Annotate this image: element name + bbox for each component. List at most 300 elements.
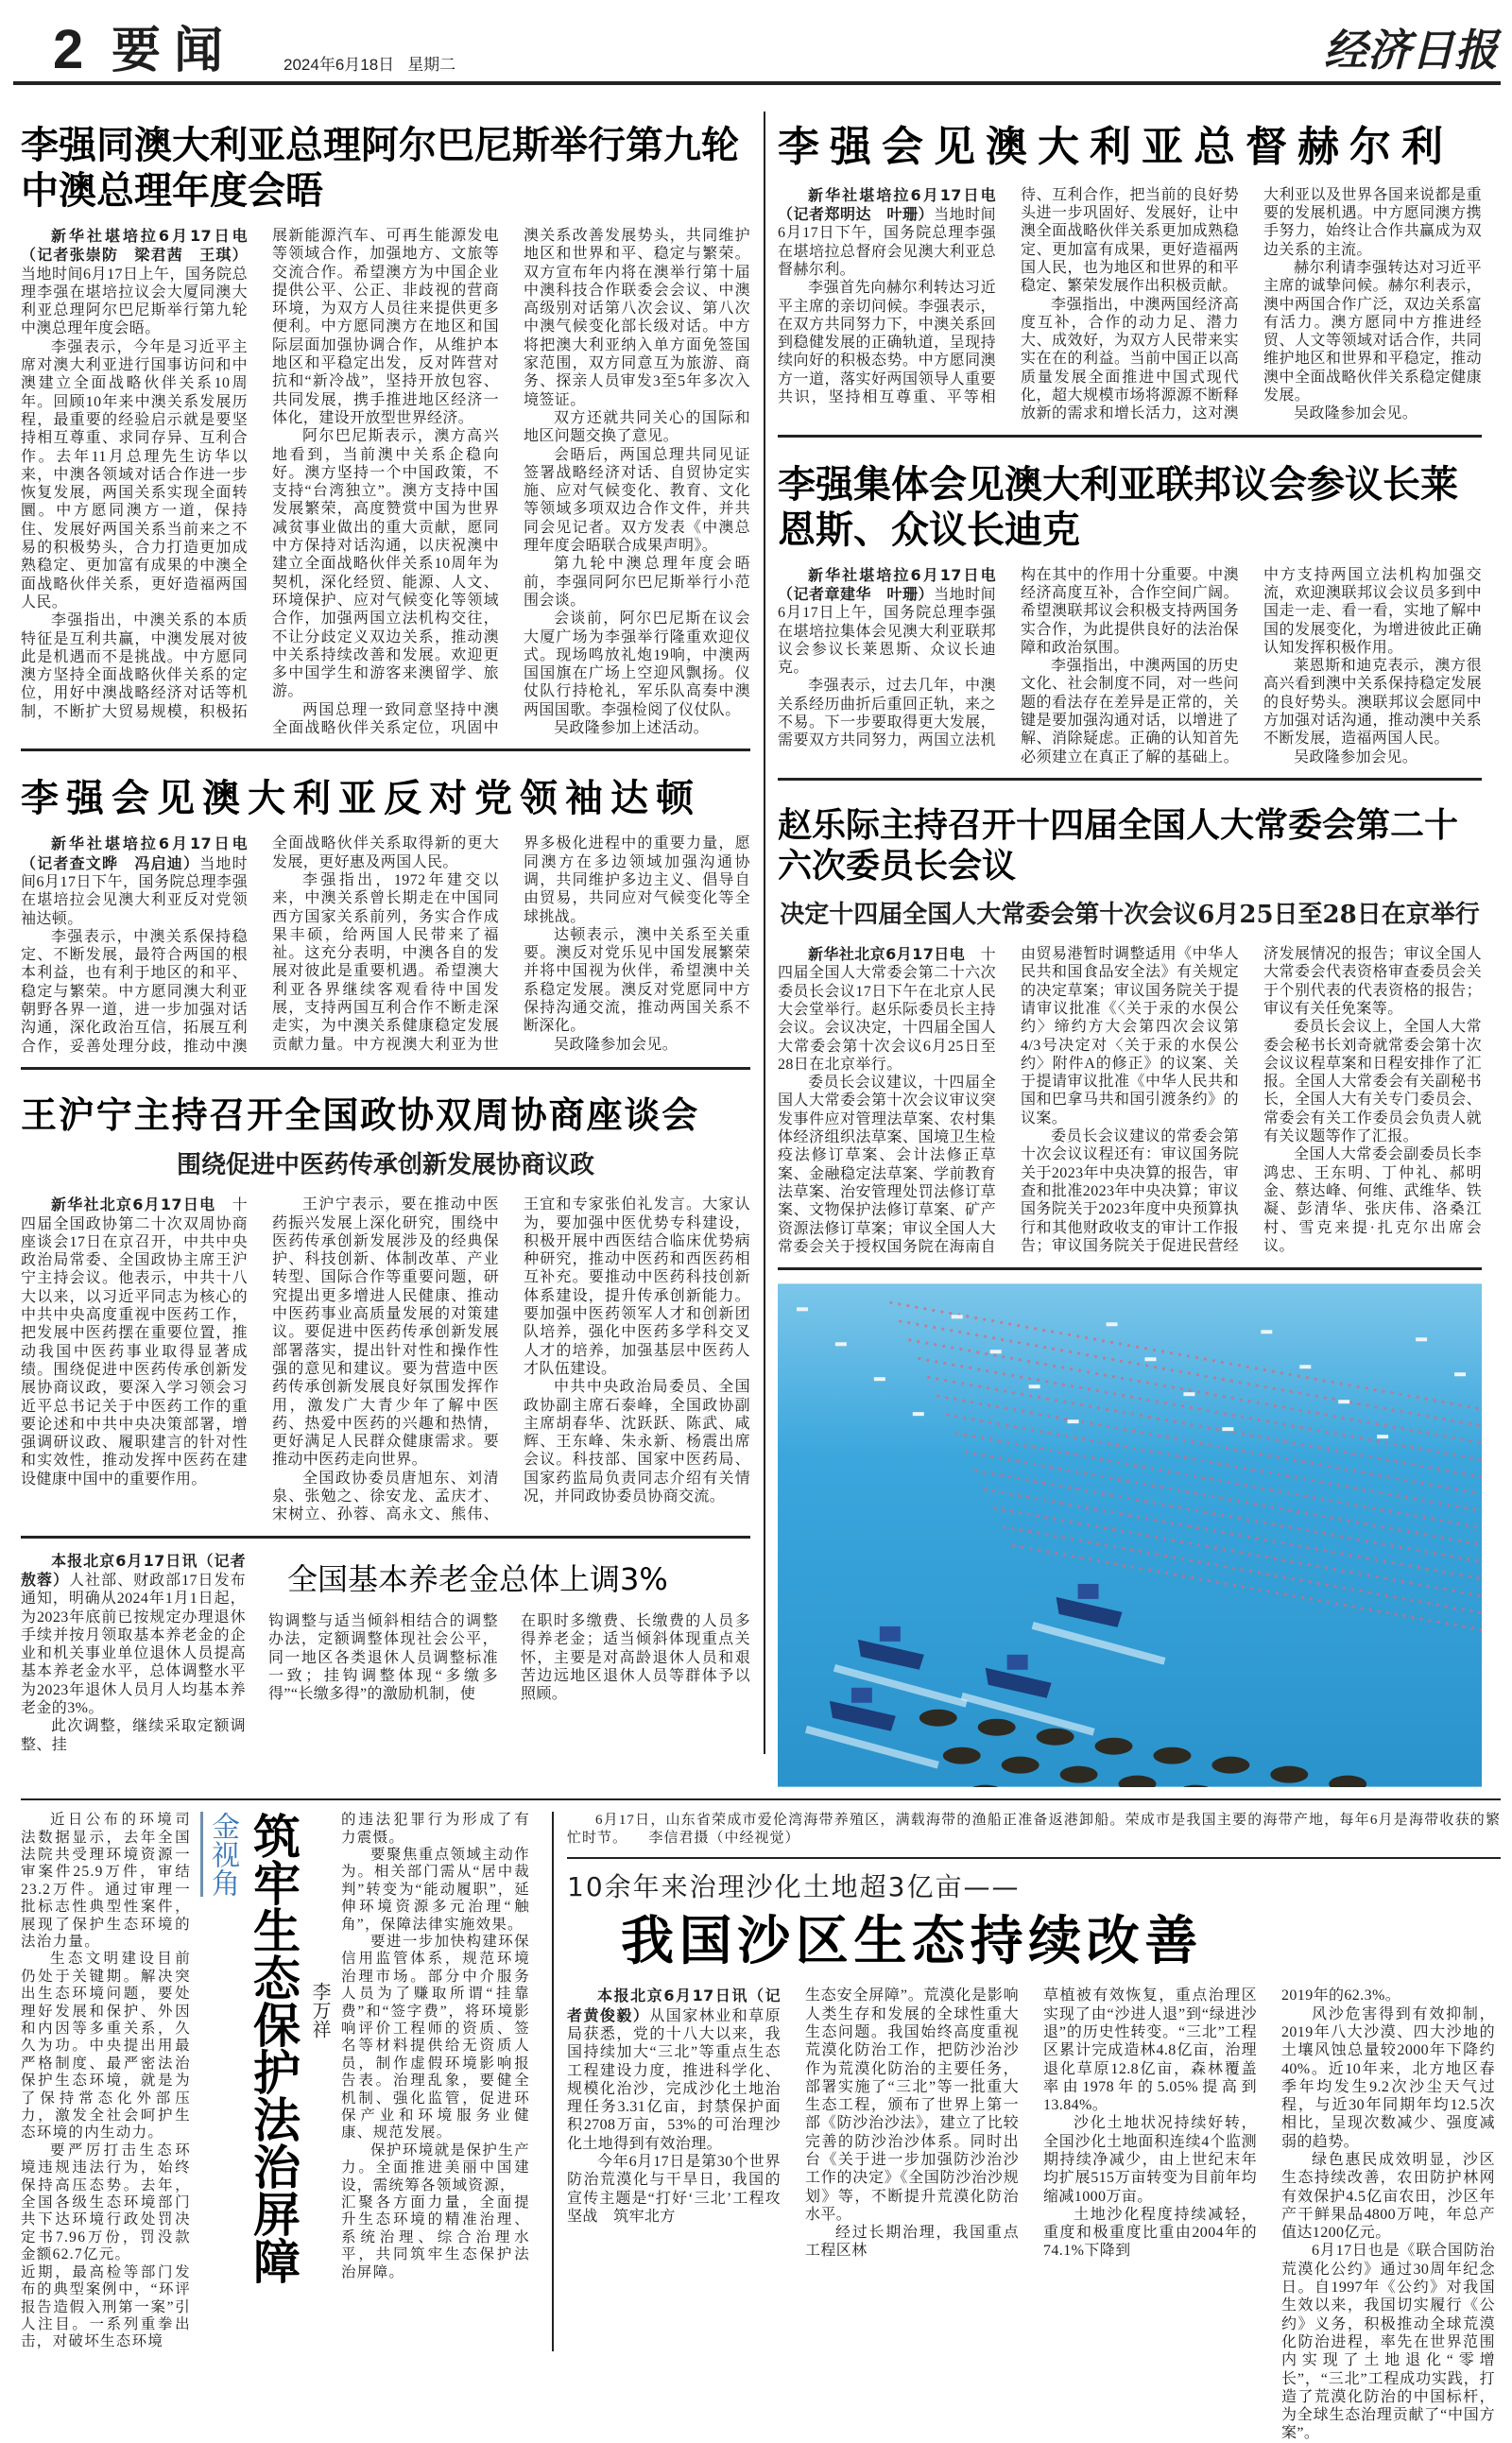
kelp-float bbox=[1243, 1450, 1246, 1453]
kelp-float bbox=[1111, 1511, 1114, 1514]
kelp-float bbox=[1314, 1378, 1317, 1381]
kelp-float bbox=[1052, 1501, 1055, 1504]
commentary-column-1 bbox=[21, 1812, 191, 2351]
kelp-float bbox=[1283, 1423, 1286, 1426]
kelp-float bbox=[1353, 1470, 1356, 1472]
kelp-float bbox=[1436, 1621, 1439, 1624]
kelp-float bbox=[935, 1360, 937, 1363]
kelp-float bbox=[1034, 1327, 1037, 1330]
kelp-float bbox=[1198, 1408, 1201, 1411]
kelp-float bbox=[898, 1302, 901, 1305]
kelp-float bbox=[1392, 1561, 1395, 1564]
kelp-float bbox=[1206, 1392, 1209, 1395]
kelp-float bbox=[1258, 1572, 1261, 1574]
kelp-float bbox=[1417, 1566, 1419, 1569]
kelp-float bbox=[1477, 1441, 1480, 1444]
kelp-float bbox=[1407, 1530, 1410, 1533]
kelp-float bbox=[1014, 1425, 1017, 1428]
kelp-float bbox=[988, 1403, 990, 1406]
kelp-float bbox=[1012, 1544, 1015, 1547]
kelp-float bbox=[1094, 1355, 1097, 1358]
kelp-float bbox=[1334, 1432, 1337, 1435]
kelp-float bbox=[1459, 1574, 1462, 1576]
kelp-float bbox=[1420, 1482, 1423, 1485]
distant-boat bbox=[1144, 1357, 1156, 1361]
kelp-float bbox=[907, 1321, 910, 1324]
paragraph-text: 当地时间6月17日上午，国务院总理李强在堪培拉集体会见澳大利亚联邦议会参议长莱恩斯、众议长迪克。 bbox=[778, 586, 996, 677]
kelp-float bbox=[940, 1311, 943, 1314]
paragraph: 保护环境就是保护生产力。全面推进美丽中国建设，需统筹各领域资源， bbox=[341, 2142, 530, 2194]
kelp-float bbox=[1378, 1457, 1381, 1460]
kelp-float bbox=[1054, 1382, 1057, 1385]
kelp-float bbox=[1345, 1468, 1348, 1471]
kelp-float bbox=[1161, 1503, 1164, 1505]
kelp-float bbox=[1250, 1434, 1253, 1437]
kelp-float bbox=[966, 1315, 969, 1317]
kelp-float bbox=[1206, 1545, 1209, 1548]
kelp-float bbox=[968, 1350, 971, 1352]
kelp-float bbox=[1451, 1419, 1453, 1422]
kelp-float bbox=[1366, 1404, 1369, 1407]
kelp-float bbox=[1173, 1557, 1176, 1559]
kelp-float bbox=[1264, 1539, 1267, 1541]
kelp-float bbox=[1297, 1527, 1300, 1530]
paragraph: 土地沙化程度持续减轻，重度和极重度比重由2004年的74.1%下降到 bbox=[1043, 2206, 1257, 2260]
kelp-float bbox=[1452, 1437, 1454, 1439]
kelp-float bbox=[1400, 1410, 1403, 1413]
kelp-float bbox=[1324, 1549, 1327, 1552]
kelp-float bbox=[1092, 1473, 1095, 1476]
pension-column-2 bbox=[268, 1612, 498, 1703]
paragraph-text: 十四届全国人大常委会第二十六次委员长会议17日下午在北京人民大会堂举行。赵乐际委员长主持会议。会议决定，十四届全国人大常委会第十次会议6月25日至28日在北京举行。 bbox=[778, 947, 996, 1073]
kelp-float bbox=[1442, 1571, 1445, 1574]
kelp-float bbox=[1084, 1472, 1087, 1475]
kelp-float bbox=[979, 1402, 982, 1405]
kelp-float bbox=[918, 1357, 920, 1360]
kelp-float bbox=[1418, 1430, 1420, 1433]
kelp-float bbox=[974, 1470, 977, 1472]
kelp-float bbox=[1120, 1360, 1123, 1363]
kelp-float bbox=[1057, 1434, 1059, 1437]
article-parliament-meeting-section bbox=[778, 451, 1482, 781]
kelp-float bbox=[1427, 1449, 1430, 1452]
kelp-float bbox=[1215, 1411, 1218, 1414]
kelp-float bbox=[991, 1319, 994, 1322]
kelp-float bbox=[1262, 1488, 1264, 1490]
kelp-float bbox=[1231, 1550, 1234, 1553]
kelp-float bbox=[1326, 1584, 1329, 1587]
kelp-float bbox=[1270, 1488, 1273, 1491]
kelp-float bbox=[1204, 1358, 1207, 1361]
kelp-float bbox=[1303, 1477, 1306, 1480]
kelp-float bbox=[1288, 1509, 1291, 1512]
kelp-float bbox=[1224, 1565, 1227, 1568]
kelp-float bbox=[1085, 1336, 1088, 1339]
kelp-float bbox=[983, 1471, 986, 1473]
paragraph: 李强表示，今年是习近平主席对澳大利亚进行国事访问和中澳建立全面战略伙伴关系10周年。回顾10年来中澳关系发展历程，最重要的经验启示就是要坚持相互尊重、求同存异、互利合作。去年11月总理先生访华以来，中澳各领域对话合作进一步恢复发展，两国关系实现全面转圜。中方愿同澳方一道，保持住、发展好两国关系当前来之不易的积极势头，合力打造更加成熟稳定、更加富有成果的中澳全面战略伙伴关系，更好造福两国人民。 bbox=[21, 338, 248, 611]
paragraph: 李强指出，1972年建交以来，中澳关系曾长期走在中国同西方国家关系前列，务实合作成果丰硕，给两国人民带来了福祉。这充分表明，中澳各自的发展对彼此是重要机遇。希望澳大利亚各界继续客观看待中国发展，支持两国互利合作不断走深走实，为中澳关系健康稳定发展贡献力量。中方视澳大利亚为世界多极化进程中的重要力量，愿同澳方在多边领域加强沟通协调，共同维护多边主义、倡导自由贸易，共同应对气候变化等全球挑战。 bbox=[272, 835, 750, 1053]
kelp-float bbox=[1468, 1575, 1470, 1578]
pension-column-1 bbox=[21, 1552, 246, 1754]
kelp-float bbox=[1297, 1375, 1300, 1378]
kelp-float bbox=[1077, 1505, 1080, 1507]
kelp-float bbox=[1114, 1562, 1117, 1565]
kelp-float bbox=[953, 1381, 955, 1384]
kelp-float bbox=[1221, 1514, 1224, 1517]
kelp-float bbox=[1452, 1454, 1455, 1456]
kelp-float bbox=[1029, 1394, 1032, 1397]
kelp-float bbox=[1453, 1624, 1456, 1626]
kelp-float bbox=[1334, 1585, 1337, 1588]
kelp-float bbox=[955, 1432, 958, 1435]
kelp-float bbox=[942, 1345, 945, 1348]
kelp-float bbox=[1186, 1490, 1189, 1493]
kelp-float bbox=[1231, 1397, 1234, 1400]
kelp-float bbox=[1242, 1586, 1245, 1589]
kelp-float bbox=[1041, 1465, 1044, 1468]
kelp-float bbox=[1020, 1528, 1022, 1531]
kelp-float bbox=[1265, 1402, 1268, 1405]
kelp-float bbox=[1045, 1380, 1048, 1383]
kelp-float bbox=[971, 1418, 974, 1420]
distant-boat bbox=[1299, 1365, 1311, 1368]
kelp-float bbox=[1043, 1499, 1046, 1502]
kelp-float bbox=[1012, 1391, 1015, 1394]
issue-date bbox=[284, 51, 469, 75]
kelp-float bbox=[1247, 1536, 1250, 1539]
kelp-float bbox=[1478, 1458, 1481, 1461]
paragraph: 李强首先向赫尔利转达习近平主席的亲切问候。李强表示，在双方共同努力下，中澳关系回到稳健发展的正确轨道，呈现持续向好的积极态势。中方愿同澳方一道，落实好两国领导人重要共识，坚持相互尊重、平等相待、互利合作，把当前的良好势头进一步巩固好、发展好，让中澳全面战略伙伴关系更加成熟稳定、更加富有成果，更好造福两国人民，也为地区和世界的和平稳定、繁荣发展作出积极贡献。 bbox=[778, 186, 1239, 406]
kelp-float bbox=[1401, 1580, 1404, 1583]
kelp-float bbox=[1292, 1424, 1295, 1427]
kelp-float bbox=[1304, 1495, 1307, 1498]
kelp-float bbox=[1103, 1356, 1106, 1359]
kelp-float bbox=[1021, 1393, 1023, 1396]
kelp-float bbox=[972, 1436, 975, 1438]
kelp-laden-boat bbox=[1060, 1766, 1098, 1783]
distant-boat bbox=[1338, 1400, 1349, 1403]
kelp-float bbox=[983, 1318, 986, 1321]
kelp-float bbox=[1445, 1470, 1448, 1472]
kelp-float bbox=[1344, 1451, 1347, 1454]
kelp-float bbox=[1238, 1517, 1241, 1520]
kelp-float bbox=[1248, 1400, 1251, 1402]
kelp-float bbox=[1146, 1535, 1149, 1538]
kelp-float bbox=[1366, 1540, 1368, 1542]
kelp-float bbox=[1038, 1396, 1040, 1399]
kelp-float bbox=[1109, 1477, 1112, 1480]
paragraph: 赫尔利请李强转达对习近平主席的诚挚问候。赫尔利表示，澳中两国合作广泛，双边关系富有活力。澳方愿同中方推进经贸、人文等领域对话合作，共同维护地区和世界和平稳定，推动澳中全面战略伙伴关系稳定健康发展。 bbox=[1263, 259, 1482, 404]
kelp-float bbox=[1316, 1565, 1319, 1568]
kelp-float bbox=[1266, 1573, 1269, 1575]
page-number: 2 bbox=[53, 19, 84, 80]
kelp-float bbox=[1286, 1474, 1289, 1477]
caption-text: 6月17日，山东省荣成市爱伦湾海带养殖区，满载海带的渔船正准备返港卸船。荣成市是我国主要的海带产地，每年6月是海带收获的繁忙时节。 bbox=[567, 1813, 1501, 1847]
paragraph: 要聚焦重点领域主动作为。相关部门需从“居中裁判”转变为“能动履职”，延伸环境资源多元治理“触角”，保障法律实施效果。 bbox=[341, 1846, 530, 1933]
paragraph-text: 当地时间6月17日下午，国务院总理李强在堪培拉总督府会见澳大利亚总督赫尔利。 bbox=[778, 207, 996, 278]
kelp-float bbox=[1046, 1550, 1049, 1553]
kelp-float bbox=[1110, 1341, 1113, 1344]
kelp-float bbox=[1110, 1494, 1113, 1497]
kelp-float bbox=[1437, 1485, 1440, 1488]
kelp-float bbox=[941, 1328, 944, 1331]
kelp-harvest-image bbox=[778, 1283, 1482, 1787]
kelp-float bbox=[1268, 1454, 1271, 1457]
kelp-float bbox=[1348, 1520, 1350, 1523]
paragraph: 莱恩斯和迪克表示，澳方很高兴看到澳中关系保持稳定发展的良好势头。澳联邦议会愿同中方加强对话沟通，推动澳中关系不断发展，造福两国人民。 bbox=[1263, 658, 1482, 748]
kelp-float bbox=[1431, 1518, 1434, 1521]
distant-boat bbox=[1416, 1337, 1427, 1341]
kelp-float bbox=[1417, 1413, 1419, 1416]
kelp-float bbox=[1093, 1490, 1096, 1493]
kelp-float bbox=[1121, 1377, 1124, 1380]
kelp-float bbox=[1172, 1386, 1175, 1389]
kelp-float bbox=[932, 1309, 935, 1312]
paragraph: 在职时多缴费、长缴费的人员多得养老金；适当倾斜体现重点关怀，主要是对高龄退休人员和艰苦边远地区退休人员等群体予以照顾。 bbox=[521, 1613, 750, 1703]
kelp-float bbox=[1114, 1410, 1117, 1413]
kelp-float bbox=[1323, 1532, 1326, 1535]
kelp-float bbox=[1307, 1546, 1310, 1549]
kelp-float bbox=[1337, 1484, 1340, 1487]
kelp-float bbox=[1319, 1464, 1322, 1467]
kelp-float bbox=[1425, 1568, 1428, 1571]
kelp-float bbox=[1356, 1521, 1359, 1523]
kelp-float bbox=[1101, 1475, 1104, 1478]
kelp-float bbox=[1028, 1377, 1031, 1380]
kelp-float bbox=[952, 1364, 954, 1367]
kelp-float bbox=[1178, 1506, 1181, 1509]
kelp-float bbox=[1071, 1385, 1074, 1387]
paragraph: 的违法犯罪行为形成了有力震慑。 bbox=[341, 1812, 530, 1846]
kelp-float bbox=[1197, 1543, 1200, 1546]
kelp-float bbox=[923, 1307, 926, 1310]
kelp-float bbox=[1282, 1558, 1285, 1561]
kelp-float bbox=[1172, 1539, 1175, 1541]
kelp-float bbox=[1422, 1516, 1425, 1519]
kelp-float bbox=[1208, 1579, 1211, 1582]
kelp-float bbox=[1412, 1616, 1415, 1619]
dateline: 本报北京6月17日讯（记者黄俊毅） bbox=[567, 1987, 781, 2024]
kelp-float bbox=[1061, 1519, 1064, 1522]
kelp-float bbox=[1477, 1594, 1480, 1597]
kelp-float bbox=[1018, 1494, 1021, 1497]
kelp-float bbox=[1342, 1417, 1345, 1419]
kelp-float bbox=[1327, 1601, 1330, 1604]
kelp-float bbox=[1294, 1459, 1297, 1462]
kelp-float bbox=[1112, 1528, 1115, 1531]
kelp-float bbox=[964, 1434, 967, 1437]
kelp-float bbox=[1089, 1405, 1091, 1408]
kelp-float bbox=[1478, 1611, 1481, 1614]
kelp-float bbox=[1421, 1499, 1424, 1502]
kelp-float bbox=[1267, 1437, 1270, 1440]
kelp-float bbox=[1361, 1607, 1364, 1609]
kelp-float bbox=[1275, 1421, 1278, 1424]
kelp-float bbox=[1043, 1346, 1046, 1349]
kelp-float bbox=[1399, 1529, 1401, 1532]
kelp-float bbox=[1235, 1466, 1238, 1469]
kelp-float bbox=[993, 1506, 996, 1509]
kelp-float bbox=[1063, 1554, 1066, 1557]
pension-columns bbox=[268, 1612, 750, 1703]
kelp-float bbox=[1192, 1440, 1194, 1443]
kelp-float bbox=[1430, 1501, 1433, 1504]
paragraph: 委员长会议上，全国人大常委会秘书长刘奇就常委会第十次会议议程草案和日程安排作了汇报。全国人大常委会有关副秘书长，全国人大有关专门委员会、常委会有关工作委员会负责人就有关议题等作了汇报。 bbox=[1263, 1019, 1482, 1145]
kelp-float bbox=[986, 1369, 988, 1372]
kelp-float bbox=[1311, 1462, 1314, 1465]
kelp-float bbox=[1025, 1326, 1028, 1329]
kelp-float bbox=[1056, 1416, 1058, 1419]
kelp-float bbox=[1000, 1474, 1003, 1477]
kelp-float bbox=[1249, 1417, 1252, 1419]
kelp-float bbox=[1395, 1460, 1398, 1463]
paragraph: 李强指出，中澳关系的本质特征是互利共赢，中澳发展对彼此是机遇而不是挑战。中方愿同澳方坚持全面战略伙伴关系的定位，用好中澳战略经济对话等机制，不断扩大贸易规模，积极拓展新能源汽车、可再生能源发电等领域合作，加强地方、文旅等交流合作。希望澳方为中国企业提供公平、公正、非歧视的营商环境，为双方人员往来提供更多便利。中方愿同澳方在地区和国际层面加强协调合作，从维护本地区和平稳定出发，反对阵营对抗和“新冷战”，坚持开放包容、共同发展，携手推进地区经济一体化，建设开放型世界经济。 bbox=[21, 228, 499, 720]
headline-parliament-meeting: 李强集体会见澳大利亚联邦议会参议长莱恩斯、众议长迪克 bbox=[778, 462, 1458, 552]
kelp-float bbox=[1236, 1483, 1239, 1486]
paragraph: 2019年的62.3%。 bbox=[1281, 1987, 1401, 2004]
kelp-float bbox=[1280, 1507, 1282, 1510]
kelp-float bbox=[1278, 1473, 1280, 1476]
kelp-float bbox=[1256, 1537, 1259, 1540]
kelp-float bbox=[1377, 1592, 1380, 1595]
kelp-float bbox=[1247, 1383, 1250, 1385]
kelp-float bbox=[1349, 1537, 1351, 1540]
kelp-float bbox=[1091, 1456, 1094, 1459]
kelp-float bbox=[1188, 1372, 1191, 1375]
kelp-float bbox=[1267, 1590, 1270, 1592]
kelp-float bbox=[1232, 1567, 1235, 1570]
kelp-float bbox=[1374, 1541, 1377, 1544]
kelp-float bbox=[1433, 1399, 1435, 1402]
paragraph: 生态安全屏障”。荒漠化是影响人类生存和发展的全球性重大生态问题。我国始终高度重视荒漠化防治工作，把防沙治沙作为荒漠化防治的主要任务，部署实施了“三北”等一批重大生态工程，颁布了世界上第一部《防沙治沙法》，建立了比较完善的防沙治沙体系。同时出台《关于进一步加强防沙治沙工作的决定》《全国防沙治沙规划》等，不断提升荒漠化防治水平。 bbox=[805, 1987, 1019, 2223]
distant-boat bbox=[913, 1412, 924, 1416]
kelp-float bbox=[1051, 1483, 1054, 1486]
kelp-float bbox=[1066, 1452, 1069, 1454]
kelp-float bbox=[1398, 1511, 1400, 1514]
kelp-float bbox=[1289, 1526, 1292, 1529]
kelp-float bbox=[1239, 1381, 1242, 1384]
kelp-float bbox=[1447, 1504, 1450, 1506]
kelp-float bbox=[1216, 1581, 1219, 1584]
kelp-float bbox=[1116, 1444, 1119, 1447]
kelp-float bbox=[1255, 1367, 1258, 1369]
kelp-float bbox=[1030, 1412, 1033, 1415]
kelp-float bbox=[1166, 1436, 1169, 1438]
kelp-float bbox=[1300, 1426, 1303, 1429]
kelp-float bbox=[1250, 1587, 1253, 1590]
kelp-float bbox=[1062, 1536, 1065, 1539]
kelp-float bbox=[1341, 1553, 1344, 1556]
kelp-float bbox=[1252, 1469, 1255, 1471]
kelp-float bbox=[1400, 1563, 1403, 1566]
commentary-block-1 bbox=[21, 1812, 191, 2264]
kelp-float bbox=[975, 1333, 978, 1336]
kelp-float bbox=[1214, 1394, 1217, 1397]
kelp-float bbox=[1051, 1331, 1054, 1333]
kelp-float bbox=[1433, 1552, 1435, 1555]
kelp-float bbox=[1375, 1405, 1378, 1408]
kelp-float bbox=[1218, 1462, 1221, 1465]
kelp-float bbox=[1325, 1414, 1328, 1417]
kelp-float bbox=[1038, 1549, 1040, 1552]
kelp-float bbox=[1384, 1424, 1387, 1427]
kelp-float bbox=[1008, 1475, 1011, 1478]
kelp-float bbox=[1355, 1504, 1358, 1506]
kelp-float bbox=[959, 1348, 962, 1351]
kelp-float bbox=[1373, 1524, 1376, 1527]
kelp-float bbox=[1080, 1557, 1083, 1559]
kelp-float bbox=[994, 1371, 997, 1374]
photo-credit: 李信君摄（中经视觉） bbox=[648, 1831, 800, 1847]
distant-boat bbox=[952, 1315, 963, 1318]
kelp-float bbox=[1459, 1420, 1462, 1423]
kelp-float bbox=[1276, 1438, 1279, 1441]
kelp-float bbox=[1315, 1395, 1318, 1398]
kelp-float bbox=[1205, 1375, 1208, 1378]
kelp-float bbox=[1087, 1370, 1090, 1373]
paragraph: 从国家林业和草原局获悉，党的十八大以来，我国持续加大“三北”等重点生态工程建设力度，推进科学化、规模化治沙，完成沙化土地治理任务3.31亿亩，封禁保护面积2708万亩，53%的可治理沙化土地得到有效治理。 bbox=[567, 2007, 781, 2152]
kelp-float bbox=[1450, 1402, 1452, 1405]
kelp-float bbox=[1284, 1593, 1287, 1596]
kelp-float bbox=[1202, 1476, 1205, 1479]
kelp-float bbox=[1189, 1389, 1192, 1392]
kelp-float bbox=[978, 1385, 981, 1388]
top-section bbox=[21, 112, 1501, 1798]
kelp-float bbox=[1281, 1541, 1284, 1544]
kelp-float bbox=[1037, 1532, 1040, 1535]
kelp-float bbox=[1271, 1505, 1274, 1508]
kelp-float bbox=[1266, 1420, 1269, 1423]
kelp-float bbox=[1082, 1437, 1085, 1440]
kelp-float bbox=[1096, 1389, 1099, 1392]
kelp-laden-boat bbox=[1037, 1729, 1074, 1746]
kelp-float bbox=[1123, 1564, 1125, 1567]
kelp-float bbox=[1297, 1510, 1299, 1513]
kelp-float bbox=[1072, 1555, 1074, 1557]
paragraph: 风沙危害得到有效抑制，2019年八大沙漠、四大沙地的土壤风蚀总量较2000年下降约40%。近10年来，北方地区春季年均发生9.2次沙尘天气过程，与近30年同期年均12.5次相比，呈现次数减少、强度减弱的趋势。 bbox=[1281, 2005, 1495, 2150]
kelp-float bbox=[1189, 1542, 1192, 1545]
kelp-float bbox=[1229, 1363, 1232, 1366]
kelp-float bbox=[1042, 1329, 1045, 1332]
kelp-float bbox=[1105, 1544, 1108, 1547]
kelp-float bbox=[1085, 1489, 1088, 1492]
kelp-float bbox=[1003, 1372, 1005, 1375]
kelp-float bbox=[1310, 1598, 1313, 1601]
kelp-float bbox=[1145, 1517, 1148, 1520]
kelp-laden-boat bbox=[943, 1747, 981, 1764]
kelp-float bbox=[1307, 1393, 1310, 1396]
kelp-float bbox=[1419, 1618, 1422, 1621]
kelp-float bbox=[1111, 1358, 1114, 1361]
kelp-float bbox=[899, 1320, 902, 1323]
commentary-block-4 bbox=[341, 2194, 530, 2281]
kelp-float bbox=[1057, 1451, 1060, 1454]
kelp-float bbox=[1219, 1479, 1222, 1482]
distant-boat bbox=[1222, 1427, 1233, 1431]
kelp-float bbox=[1383, 1407, 1386, 1410]
kelp-float bbox=[1091, 1439, 1093, 1442]
kelp-float bbox=[1138, 1533, 1141, 1536]
kelp-float bbox=[1069, 1504, 1072, 1506]
kelp-float bbox=[1419, 1465, 1422, 1468]
headline-albanese-talks: 李强同澳大利亚总理阿尔巴尼斯举行第九轮中澳总理年度会晤 bbox=[21, 124, 739, 213]
kelp-float bbox=[1461, 1609, 1464, 1611]
kelp-float bbox=[1208, 1426, 1211, 1429]
kelp-float bbox=[1197, 1390, 1200, 1393]
kelp-float bbox=[967, 1333, 970, 1335]
kelp-float bbox=[1416, 1396, 1418, 1399]
kelp-float bbox=[1129, 1378, 1132, 1381]
